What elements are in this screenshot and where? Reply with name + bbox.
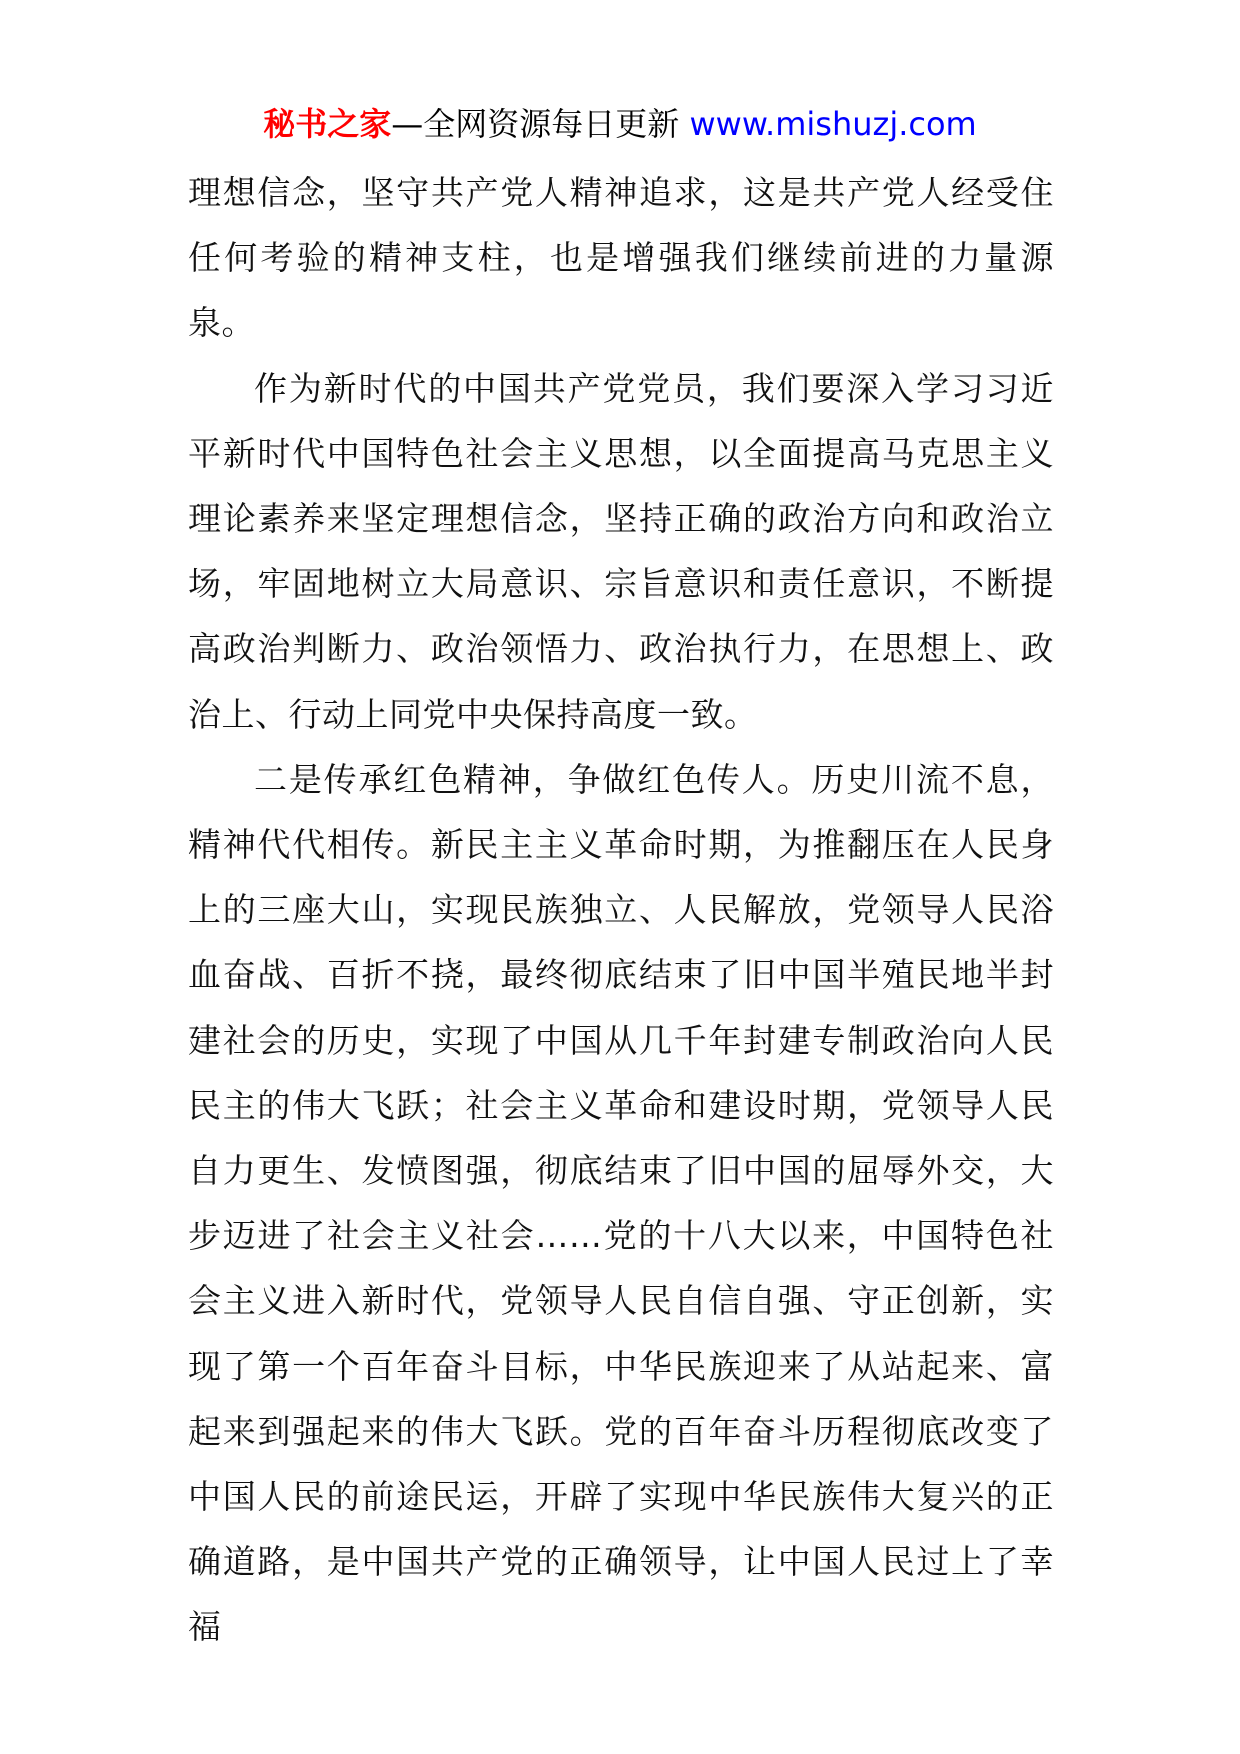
- paragraph-party-members: [188, 356, 1054, 747]
- site-url-link[interactable]: www.mishuzj.com: [689, 105, 977, 143]
- paragraph-text: 作为新时代的中国共产党党员，我们要深入学习习近平新时代中国特色社会主义思想，以全面提高马克思主义理论素养来坚定理想信念，坚持正确的政治方向和政治立场，牢固地树立大局意识、宗旨意识和责任意识，不断提高政治判断力、政治领悟力、政治执行力，在思想上、政治上、行动上同党中央保持高度一致。: [188, 368, 1054, 734]
- site-tagline: —全网资源每日更新: [391, 105, 680, 143]
- paragraph-text: 历史川流不息，精神代代相传。新民主主义革命时期，为推翻压在人民身上的三座大山，实现民族独立、人民解放，党领导人民浴血奋战、百折不挠，最终彻底结束了旧中国半殖民地半封建社会的历史，实现了中国从几千年封建专制政治向人民民主的伟大飞跃；社会主义革命和建设时期，党领导人民自力更生、发愤图强，彻底结束了旧中国的屈辱外交，大步迈进了社会主义社会……党的十八大以来，中国特色社会主义进入新时代，党领导人民自信自强、守正创新，实现了第一个百年奋斗目标，中华民族迎来了从站起来、富起来到强起来的伟大飞跃。党的百年奋斗历程彻底改变了中国人民的前途民运，开辟了实现中华民族伟大复兴的正确道路，是中国共产党的正确领导，让中国人民过上了幸福: [188, 759, 1055, 1647]
- paragraph-continued: [188, 160, 1054, 356]
- page-header: [0, 100, 1240, 148]
- paragraph-lead-sentence: 二是传承红色精神，争做红色传人。: [254, 759, 812, 799]
- paragraph-text: 理想信念，坚守共产党人精神追求，这是共产党人经受住任何考验的精神支柱，也是增强我们继续前进的力量源泉。: [188, 173, 1054, 343]
- paragraph-red-spirit: [188, 747, 1054, 1660]
- document-body: [188, 160, 1054, 1660]
- site-brand: 秘书之家: [263, 105, 392, 143]
